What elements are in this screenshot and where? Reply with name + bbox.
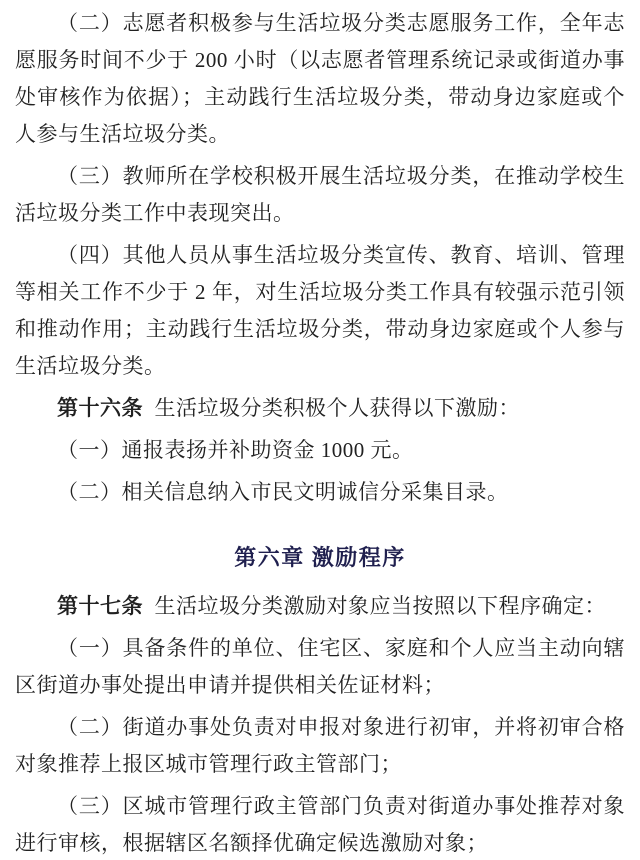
- paragraph: （一）具备条件的单位、住宅区、家庭和个人应当主动向辖区街道办事处提出申请并提供相关佐证材料；: [15, 636, 625, 697]
- article-label: 第十六条: [57, 396, 143, 420]
- paragraph: （二）街道办事处负责对申报对象进行初审，并将初审合格对象推荐上报区城市管理行政主管部门；: [15, 715, 625, 776]
- paragraph: （一）通报表扬并补助资金 1000 元。: [57, 438, 414, 462]
- paragraph: （二）志愿者积极参与生活垃圾分类志愿服务工作，全年志愿服务时间不少于 200 小时（以志愿者管理系统记录或街道办事处审核作为依据）；主动践行生活垃圾分类，带动身边家庭或个人参与生活垃圾分类。: [15, 11, 625, 146]
- article-label: 第十七条: [57, 594, 143, 618]
- article-text: 生活垃圾分类积极个人获得以下激励：: [154, 396, 521, 420]
- document-content: [15, 5, 625, 860]
- article-text: 生活垃圾分类激励对象应当按照以下程序确定：: [154, 594, 607, 618]
- paragraph: （三）区城市管理行政主管部门负责对街道办事处推荐对象进行审核，根据辖区名额择优确定候选激励对象；: [15, 794, 625, 855]
- paragraph: （四）其他人员从事生活垃圾分类宣传、教育、培训、管理等相关工作不少于 2 年，对生活垃圾分类工作具有较强示范引领和推动作用；主动践行生活垃圾分类，带动身边家庭或个人参与生活垃圾分类。: [15, 243, 625, 378]
- article-paragraph: [15, 588, 625, 625]
- chapter-heading: 第六章 激励程序: [234, 545, 406, 570]
- paragraph: （三）教师所在学校积极开展生活垃圾分类，在推动学校生活垃圾分类工作中表现突出。: [15, 164, 625, 225]
- paragraph: （二）相关信息纳入市民文明诚信分采集目录。: [57, 480, 509, 504]
- article-paragraph: [15, 390, 625, 427]
